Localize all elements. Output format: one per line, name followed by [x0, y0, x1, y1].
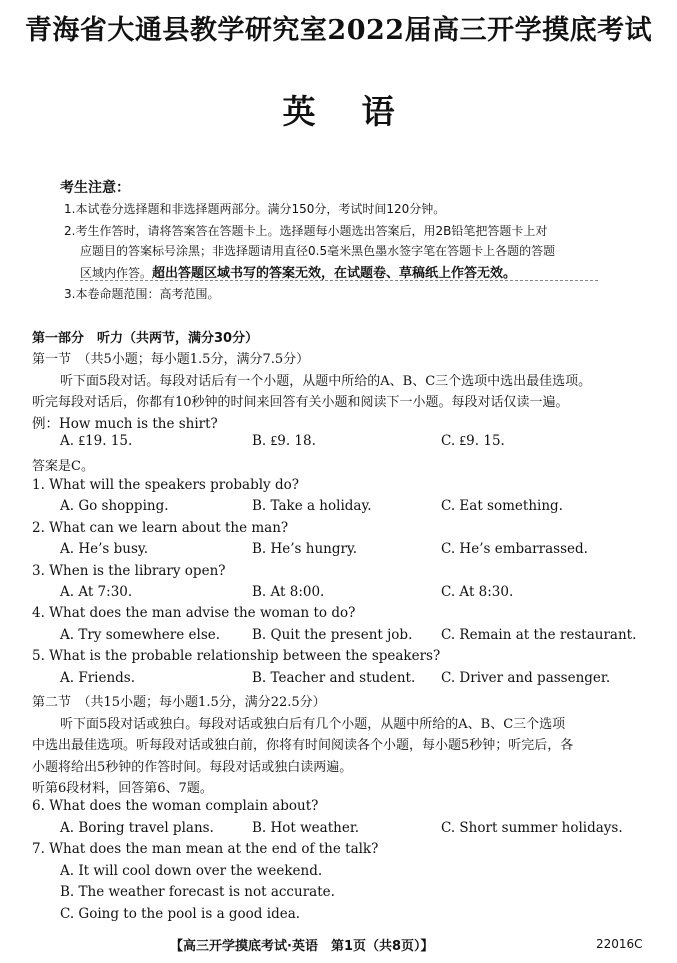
- example-question: 例：How much is the shirt?: [32, 416, 218, 432]
- question-4-option-c: C. Remain at the restaurant.: [441, 627, 637, 643]
- question-2-option-b: B. He’s hungry.: [252, 541, 358, 557]
- question-6-option-a: A. Boring travel plans.: [60, 820, 214, 836]
- section2-instr-2: 中选出最佳选项。听每段对话或独白前，你将有时间阅读各个小题，每小题5秒钟；听完后，各: [32, 738, 574, 753]
- dashed-underline: [80, 280, 598, 281]
- question-5-option-a: A. Friends.: [60, 670, 136, 686]
- section1-instr-2: 听完每段对话后，你都有10秒钟的时间来回答有关小题和阅读下一小题。每段对话仅读一遍。: [32, 395, 569, 410]
- example-option-b: B. ₤9. 18.: [252, 433, 316, 449]
- question-2-option-a: A. He’s busy.: [60, 541, 148, 557]
- question-1-option-a: A. Go shopping.: [60, 498, 169, 514]
- question-1-option-b: B. Take a holiday.: [252, 498, 372, 514]
- question-5-option-b: B. Teacher and student.: [252, 670, 416, 686]
- notice-item-1: 1.本试卷分选择题和非选择题两部分。满分150分，考试时间120分钟。: [64, 202, 446, 216]
- question-7: 7. What does the man mean at the end of the talk?: [32, 841, 379, 857]
- question-6-option-b: B. Hot weather.: [252, 820, 360, 836]
- question-7-option-b: B. The weather forecast is not accurate.: [60, 884, 335, 900]
- material-6-heading: 听第6段材料，回答第6、7题。: [32, 781, 213, 796]
- section1-instr-1: 听下面5段对话。每段对话后有一个小题，从题中所给的A、B、C三个选项中选出最佳选项。: [60, 374, 592, 389]
- question-6: 6. What does the woman complain about?: [32, 798, 319, 814]
- example-answer: 答案是C。: [32, 459, 94, 474]
- exam-code: 22016C: [596, 937, 643, 951]
- section2-heading: 第二节 （共15小题；每小题1.5分，满分22.5分）: [32, 695, 326, 710]
- notice-item-3: 3.本卷命题范围：高考范围。: [64, 287, 220, 301]
- notice-item-2c-plain: 区域内作答。: [80, 266, 153, 280]
- part1-heading: 第一部分 听力（共两节，满分30分）: [32, 331, 259, 346]
- section1-heading: 第一节 （共5小题；每小题1.5分，满分7.5分）: [32, 352, 310, 367]
- question-1: 1. What will the speakers probably do?: [32, 477, 299, 493]
- question-4-option-b: B. Quit the present job.: [252, 627, 413, 643]
- question-7-option-a: A. It will cool down over the weekend.: [60, 863, 323, 879]
- notice-heading: 考生注意：: [60, 180, 130, 196]
- question-5-option-c: C. Driver and passenger.: [441, 670, 611, 686]
- question-2: 2. What can we learn about the man?: [32, 520, 289, 536]
- notice-item-2b: 应题目的答案标号涂黑；非选择题请用直径0.5毫米黑色墨水签字笔在答题卡上各题的答题: [80, 244, 556, 258]
- notice-item-2c: [80, 262, 516, 281]
- question-1-option-c: C. Eat something.: [441, 498, 563, 514]
- question-4: 4. What does the man advise the woman to do?: [32, 605, 356, 621]
- example-option-a: A. ₤19. 15.: [60, 433, 133, 449]
- notice-item-2c-bold: 超出答题区域书写的答案无效，在试题卷、草稿纸上作答无效。: [152, 266, 517, 281]
- question-3-option-c: C. At 8:30.: [441, 584, 514, 600]
- section2-instr-1: 听下面5段对话或独白。每段对话或独白后有几个小题，从题中所给的A、B、C三个选项: [60, 717, 566, 732]
- example-option-c: C. ₤9. 15.: [441, 433, 505, 449]
- notice-item-2a: 2.考生作答时，请将答案答在答题卡上。选择题每小题选出答案后，用2B铅笔把答题卡上对: [64, 224, 548, 238]
- question-3-option-b: B. At 8:00.: [252, 584, 325, 600]
- subject-title: 英语: [282, 92, 441, 131]
- question-6-option-c: C. Short summer holidays.: [441, 820, 623, 836]
- section2-instr-3: 小题将给出5秒钟的作答时间。每段对话或独白读两遍。: [32, 760, 353, 775]
- question-2-option-c: C. He’s embarrassed.: [441, 541, 588, 557]
- question-3-option-a: A. At 7:30.: [60, 584, 133, 600]
- page-footer: 【高三开学摸底考试·英语 第1页（共8页）】: [170, 939, 434, 954]
- question-5: 5. What is the probable relationship between the speakers?: [32, 648, 441, 664]
- question-7-option-c: C. Going to the pool is a good idea.: [60, 906, 301, 922]
- question-4-option-a: A. Try somewhere else.: [60, 627, 221, 643]
- exam-title: 青海省大通县教学研究室2022届高三开学摸底考试: [24, 15, 653, 46]
- question-3: 3. When is the library open?: [32, 563, 226, 579]
